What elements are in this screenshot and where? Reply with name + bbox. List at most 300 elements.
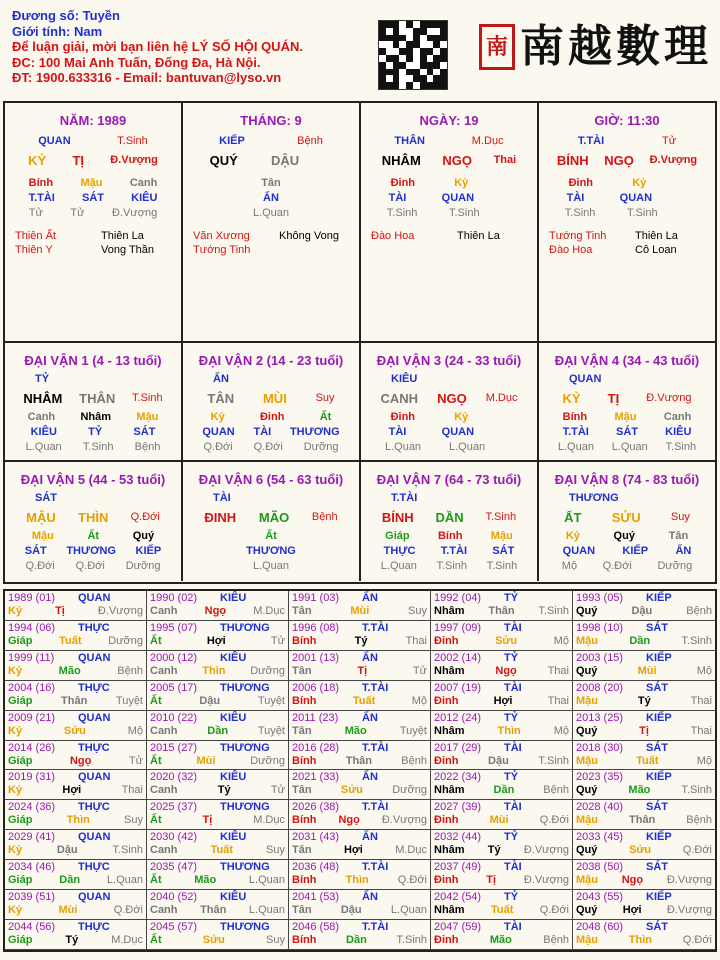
year-label: 2042 (54) bbox=[434, 891, 482, 904]
year-label: 1997 (09) bbox=[434, 621, 482, 634]
pillar-main-row bbox=[539, 153, 715, 168]
year-star: THỰC bbox=[78, 681, 110, 694]
year-label: 2004 (16) bbox=[8, 681, 56, 694]
dai-van-phase: Suy bbox=[315, 392, 335, 404]
year-cell[interactable] bbox=[147, 770, 289, 800]
pillar-can-star: T.TÀI bbox=[577, 135, 605, 147]
year-chi: Thìn bbox=[497, 724, 521, 737]
dai-van-hidden bbox=[5, 529, 181, 544]
chart-grid bbox=[3, 101, 717, 584]
year-cell[interactable] bbox=[573, 711, 715, 741]
year-cell[interactable] bbox=[5, 621, 147, 651]
year-phase: Tuyệt bbox=[115, 694, 143, 707]
year-star: T.TÀI bbox=[362, 681, 389, 694]
dai-van-phase: T.Sinh bbox=[485, 511, 517, 523]
year-cell[interactable] bbox=[147, 920, 289, 950]
year-cell[interactable] bbox=[147, 621, 289, 651]
year-phase: Tử bbox=[270, 784, 285, 797]
year-phase: Đ.Vượng bbox=[97, 605, 143, 617]
shen-row bbox=[361, 229, 537, 243]
pillar-shens bbox=[539, 229, 715, 257]
dai-van-star: THƯƠNG bbox=[569, 492, 619, 504]
year-chi: Thìn bbox=[345, 874, 369, 887]
year-cell[interactable] bbox=[5, 890, 147, 920]
year-cell[interactable] bbox=[289, 770, 431, 800]
hidden-star: QUAN bbox=[619, 192, 653, 204]
pillar-shens bbox=[5, 229, 181, 257]
hidden-phase: L.Quan bbox=[449, 441, 486, 453]
hidden-can: Đinh bbox=[390, 411, 416, 423]
year-star: SÁT bbox=[646, 741, 668, 754]
year-cell[interactable] bbox=[431, 920, 573, 950]
year-top bbox=[150, 652, 285, 665]
year-top bbox=[576, 801, 712, 814]
year-cell[interactable] bbox=[431, 741, 573, 771]
year-label: 1998 (10) bbox=[576, 621, 624, 634]
dai-van-hidden-phase bbox=[5, 440, 181, 455]
dai-van-hidden-phase bbox=[539, 559, 715, 574]
year-can: Tân bbox=[292, 724, 312, 737]
year-cell[interactable] bbox=[431, 681, 573, 711]
year-cell[interactable] bbox=[147, 741, 289, 771]
year-chi: Mùi bbox=[350, 605, 370, 617]
year-chi: Ngọ bbox=[69, 754, 92, 767]
hidden-star: T.TÀI bbox=[28, 192, 55, 204]
year-star: SÁT bbox=[646, 861, 668, 874]
year-chi: Dần bbox=[59, 874, 81, 887]
year-star: TỶ bbox=[504, 891, 519, 904]
dai-van-title: ĐẠI VẬN 3 (24 - 33 tuổi) bbox=[376, 353, 522, 368]
year-cell[interactable] bbox=[573, 591, 715, 621]
shen-left: Tướng Tinh bbox=[193, 244, 251, 256]
year-chi: Mão bbox=[489, 934, 512, 947]
year-cell[interactable] bbox=[147, 830, 289, 860]
year-bottom bbox=[292, 874, 427, 887]
year-cell[interactable] bbox=[431, 860, 573, 890]
dai-van-can: KỶ bbox=[562, 391, 581, 406]
dai-van-hidden-phase bbox=[183, 559, 359, 574]
year-top bbox=[8, 891, 143, 904]
year-phase: Tuyệt bbox=[257, 694, 285, 707]
year-cell[interactable] bbox=[431, 621, 573, 651]
dai-van-can: BÍNH bbox=[381, 510, 414, 525]
year-phase: Tử bbox=[412, 664, 427, 677]
year-chi: Tị bbox=[357, 664, 368, 677]
year-star: KIÊU bbox=[220, 891, 247, 904]
year-chi: Mùi bbox=[196, 754, 216, 767]
dai-van-star: TỶ bbox=[35, 373, 50, 385]
year-label: 1995 (07) bbox=[150, 621, 198, 634]
year-cell[interactable] bbox=[5, 770, 147, 800]
year-top bbox=[292, 652, 427, 665]
year-bottom bbox=[8, 874, 143, 887]
year-chi: Thân bbox=[629, 814, 656, 827]
pillar-can: KỶ bbox=[28, 153, 47, 168]
year-label: 2047 (59) bbox=[434, 921, 482, 934]
shen-left: Đào Hoa bbox=[371, 230, 415, 242]
hidden-can: Mậu bbox=[614, 411, 637, 423]
year-star: KIẾP bbox=[646, 651, 672, 664]
pillar-phase: Đ.Vượng bbox=[110, 154, 158, 166]
hidden-star: TÀI bbox=[388, 426, 407, 438]
brand-logo: 南越數理 bbox=[520, 21, 712, 72]
year-can: Mậu bbox=[576, 754, 598, 767]
year-chi: Hợi bbox=[62, 784, 82, 797]
hidden-phase: Dưỡng bbox=[657, 560, 693, 572]
year-cell[interactable] bbox=[289, 860, 431, 890]
year-can: Ất bbox=[150, 754, 162, 767]
year-bottom bbox=[576, 605, 712, 618]
year-top bbox=[150, 742, 285, 755]
year-phase: Q.Đới bbox=[539, 904, 569, 917]
hidden-phase: Dưỡng bbox=[125, 560, 161, 572]
year-cell[interactable] bbox=[289, 800, 431, 830]
hidden-can: Canh bbox=[27, 411, 56, 423]
year-cell[interactable] bbox=[289, 890, 431, 920]
hidden-star: T.TÀI bbox=[440, 545, 467, 557]
year-top bbox=[576, 622, 712, 635]
hidden-star: TỶ bbox=[88, 426, 103, 438]
hidden-star: ẤN bbox=[675, 545, 692, 557]
year-chi: Tý bbox=[487, 844, 501, 857]
year-label: 2046 (58) bbox=[292, 921, 340, 934]
year-phase: Đ.Vượng bbox=[666, 874, 712, 887]
year-cell[interactable] bbox=[573, 770, 715, 800]
year-star: QUAN bbox=[78, 651, 111, 664]
year-cell[interactable] bbox=[147, 800, 289, 830]
year-top bbox=[576, 712, 712, 725]
year-phase: Đ.Vượng bbox=[523, 874, 569, 887]
year-chi: Mão bbox=[194, 874, 217, 887]
year-label: 2026 (38) bbox=[292, 801, 340, 814]
year-cell[interactable] bbox=[5, 741, 147, 771]
year-star: THƯƠNG bbox=[220, 681, 270, 694]
year-star: ẤN bbox=[362, 771, 378, 784]
year-cell[interactable] bbox=[431, 830, 573, 860]
year-cell[interactable] bbox=[5, 830, 147, 860]
pillar-can-star: THÂN bbox=[394, 135, 425, 147]
year-cell[interactable] bbox=[431, 651, 573, 681]
year-cell[interactable] bbox=[573, 681, 715, 711]
year-bottom bbox=[434, 874, 569, 887]
year-cell[interactable] bbox=[289, 621, 431, 651]
year-top bbox=[292, 861, 427, 874]
year-star: THỰC bbox=[78, 921, 110, 934]
year-label: 2029 (41) bbox=[8, 831, 56, 844]
year-phase: M.Dục bbox=[395, 844, 427, 857]
year-can: Quý bbox=[576, 904, 598, 917]
year-cell[interactable] bbox=[5, 800, 147, 830]
hidden-can: Kỷ bbox=[565, 530, 580, 542]
year-cell[interactable] bbox=[289, 591, 431, 621]
year-cell[interactable] bbox=[431, 890, 573, 920]
year-phase: L.Quan bbox=[106, 874, 143, 887]
year-label: 1999 (11) bbox=[8, 651, 55, 664]
year-cell[interactable] bbox=[289, 830, 431, 860]
hidden-star: SÁT bbox=[81, 192, 104, 204]
year-label: 2048 (60) bbox=[576, 921, 624, 934]
year-bottom bbox=[434, 814, 569, 827]
year-can: Canh bbox=[150, 724, 178, 737]
hidden-phase: T.Sinh bbox=[564, 207, 596, 219]
year-star: TÀI bbox=[504, 741, 522, 754]
year-cell[interactable] bbox=[5, 860, 147, 890]
year-chi: Thìn bbox=[202, 664, 226, 677]
year-cell[interactable] bbox=[147, 890, 289, 920]
hidden-phase: L.Quan bbox=[252, 560, 290, 572]
year-top bbox=[292, 891, 427, 904]
year-cell[interactable] bbox=[289, 920, 431, 950]
year-can: Đinh bbox=[434, 934, 459, 947]
qr-code-icon[interactable] bbox=[378, 20, 448, 90]
year-can: Mậu bbox=[576, 814, 598, 827]
pillar-top-row bbox=[5, 134, 181, 149]
year-chi: Ngọ bbox=[204, 605, 227, 617]
pillar-3 bbox=[539, 103, 715, 341]
year-bottom bbox=[292, 695, 427, 708]
year-chi: Tị bbox=[486, 874, 497, 887]
dai-van-hidden-stars bbox=[539, 425, 715, 440]
year-cell[interactable] bbox=[289, 741, 431, 771]
year-phase: M.Dục bbox=[253, 605, 285, 617]
year-can: Tân bbox=[292, 784, 312, 797]
hidden-phase: T.Sinh bbox=[626, 207, 658, 219]
year-star: THỰC bbox=[78, 801, 110, 814]
year-bottom bbox=[576, 635, 712, 648]
year-cell[interactable] bbox=[573, 830, 715, 860]
hidden-star: TÀI bbox=[388, 192, 407, 204]
dai-van-main-row bbox=[361, 391, 537, 406]
year-top bbox=[292, 742, 427, 755]
seal-stamp: 南 bbox=[479, 24, 515, 70]
year-label: 1994 (06) bbox=[8, 621, 56, 634]
year-bottom bbox=[150, 784, 285, 797]
year-star: THƯƠNG bbox=[220, 801, 270, 814]
year-phase: Q.Đới bbox=[682, 934, 712, 947]
dai-van-star-row bbox=[5, 372, 181, 387]
hidden-star: KIÊU bbox=[131, 192, 158, 204]
dai-van-chi: DẦN bbox=[435, 510, 464, 525]
year-cell[interactable] bbox=[573, 800, 715, 830]
year-bottom bbox=[150, 844, 285, 857]
year-cell[interactable] bbox=[5, 591, 147, 621]
year-cell[interactable] bbox=[5, 920, 147, 950]
year-chi: Tý bbox=[217, 784, 231, 797]
year-phase: Mộ bbox=[696, 754, 712, 767]
pillar-top-phase: Tử bbox=[662, 135, 677, 147]
year-star: THỰC bbox=[78, 741, 110, 754]
year-can: Bính bbox=[292, 694, 317, 707]
year-phase: Dưỡng bbox=[250, 754, 285, 767]
year-can: Kỷ bbox=[8, 784, 23, 797]
dai-van-row-2 bbox=[5, 462, 715, 581]
dai-van-star-row bbox=[539, 491, 715, 506]
year-top bbox=[434, 801, 569, 814]
dai-van-hidden-stars bbox=[183, 544, 359, 559]
year-cell[interactable] bbox=[431, 800, 573, 830]
hidden-star: KIÊU bbox=[665, 426, 692, 438]
phone-line: ĐT: 1900.633316 - Email: bantuvan@lyso.vn bbox=[12, 70, 282, 85]
year-chi: Mão bbox=[628, 784, 651, 797]
year-cell[interactable] bbox=[573, 860, 715, 890]
year-bottom bbox=[150, 635, 285, 648]
hidden-star: QUAN bbox=[562, 545, 596, 557]
dai-van-chi: THÂN bbox=[79, 391, 116, 406]
year-bottom bbox=[576, 695, 712, 708]
year-bottom bbox=[8, 934, 143, 947]
year-cell[interactable] bbox=[573, 621, 715, 651]
dai-van-phase: Bệnh bbox=[311, 511, 338, 523]
dai-van-main-row bbox=[539, 510, 715, 525]
year-phase: T.Sinh bbox=[538, 754, 569, 767]
year-top bbox=[8, 861, 143, 874]
dai-van-main-row bbox=[5, 391, 181, 406]
year-star: QUAN bbox=[78, 771, 111, 784]
hidden-can: Ất bbox=[319, 411, 332, 423]
dai-van-chi: NGỌ bbox=[437, 391, 467, 406]
year-star: T.TÀI bbox=[362, 741, 389, 754]
year-cell[interactable] bbox=[289, 681, 431, 711]
pillar-chi: NGỌ bbox=[604, 153, 634, 168]
hidden-can: Ất bbox=[87, 530, 100, 542]
year-star: TỶ bbox=[504, 651, 519, 664]
year-star: THƯƠNG bbox=[220, 621, 270, 634]
year-bottom bbox=[434, 904, 569, 917]
year-cell[interactable] bbox=[573, 651, 715, 681]
year-cell[interactable] bbox=[431, 770, 573, 800]
year-star: THỰC bbox=[78, 861, 110, 874]
year-can: Kỷ bbox=[8, 904, 23, 917]
hidden-phase: Tử bbox=[70, 207, 85, 219]
year-cell[interactable] bbox=[147, 860, 289, 890]
year-cell[interactable] bbox=[5, 711, 147, 741]
year-star: ẤN bbox=[362, 891, 378, 904]
hidden-phase: Bệnh bbox=[134, 441, 161, 453]
hidden-star: SÁT bbox=[133, 426, 156, 438]
year-label: 2011 (23) bbox=[292, 711, 339, 724]
year-cell[interactable] bbox=[147, 651, 289, 681]
year-cell[interactable] bbox=[147, 711, 289, 741]
year-chi: Dậu bbox=[199, 694, 221, 707]
year-cell[interactable] bbox=[573, 890, 715, 920]
hidden-star: THƯƠNG bbox=[66, 545, 116, 557]
year-chi: Sửu bbox=[495, 634, 518, 647]
year-cell[interactable] bbox=[289, 651, 431, 681]
year-can: Bính bbox=[292, 754, 317, 767]
year-label: 1989 (01) bbox=[8, 592, 56, 604]
header-info bbox=[12, 8, 303, 86]
year-star: KIẾP bbox=[646, 891, 672, 904]
year-can: Ất bbox=[150, 814, 162, 827]
hidden-can: Kỷ bbox=[454, 177, 469, 189]
dai-van-main-row bbox=[183, 510, 359, 525]
year-chi: Tý bbox=[637, 694, 651, 707]
year-top bbox=[8, 712, 143, 725]
dai-van-6 bbox=[183, 462, 361, 581]
year-top bbox=[576, 891, 712, 904]
hidden-star: KIẾP bbox=[135, 545, 162, 557]
dai-van-hidden-phase bbox=[183, 440, 359, 455]
year-phase: Q.Đới bbox=[397, 874, 427, 887]
year-top bbox=[292, 831, 427, 844]
hidden-star: KIẾP bbox=[622, 545, 649, 557]
year-top bbox=[8, 682, 143, 695]
shen-right: Không Vong bbox=[279, 230, 339, 242]
year-top bbox=[576, 592, 712, 605]
year-label: 2009 (21) bbox=[8, 711, 56, 724]
year-cell[interactable] bbox=[573, 920, 715, 950]
year-bottom bbox=[576, 844, 712, 857]
year-star: TÀI bbox=[504, 681, 522, 694]
dai-van-chi: MÃO bbox=[258, 510, 290, 525]
year-chi: Dậu bbox=[340, 904, 362, 917]
dai-van-hidden bbox=[539, 529, 715, 544]
pillar-2 bbox=[361, 103, 539, 341]
year-cell[interactable] bbox=[431, 591, 573, 621]
pillar-can-star: QUAN bbox=[38, 135, 71, 147]
year-label: 2007 (19) bbox=[434, 681, 482, 694]
year-top bbox=[576, 831, 712, 844]
year-top bbox=[434, 712, 569, 725]
year-phase: Thai bbox=[121, 784, 143, 797]
year-top bbox=[150, 622, 285, 635]
year-cell[interactable] bbox=[289, 711, 431, 741]
dai-van-hidden bbox=[361, 410, 537, 425]
year-bottom bbox=[434, 784, 569, 797]
year-chi: Hợi bbox=[206, 634, 226, 647]
hidden-can: Mậu bbox=[490, 530, 513, 542]
year-bottom bbox=[292, 665, 427, 678]
year-cell[interactable] bbox=[147, 591, 289, 621]
year-can: Đinh bbox=[434, 874, 459, 887]
dai-van-hidden-stars bbox=[361, 544, 537, 559]
year-top bbox=[576, 921, 712, 934]
year-bottom bbox=[434, 725, 569, 738]
hidden-star: SÁT bbox=[615, 426, 638, 438]
dai-van-star-row bbox=[183, 491, 359, 506]
year-cell[interactable] bbox=[147, 681, 289, 711]
year-cell[interactable] bbox=[5, 681, 147, 711]
hidden-can: Canh bbox=[129, 177, 158, 189]
dai-van-hidden bbox=[5, 410, 181, 425]
dai-van-hidden-phase bbox=[5, 559, 181, 574]
year-cell[interactable] bbox=[5, 651, 147, 681]
year-phase: Tuyệt bbox=[399, 724, 427, 737]
year-cell[interactable] bbox=[573, 741, 715, 771]
dai-van-can: ĐINH bbox=[204, 510, 237, 525]
hidden-phase: T.Sinh bbox=[436, 560, 468, 572]
year-phase: Thai bbox=[690, 694, 712, 707]
year-can: Nhâm bbox=[434, 724, 465, 737]
dai-van-phase: M.Dục bbox=[485, 392, 518, 404]
hidden-phase: T.Sinh bbox=[665, 441, 697, 453]
dai-van-8 bbox=[539, 462, 715, 581]
year-star: THƯƠNG bbox=[220, 921, 270, 934]
year-top bbox=[576, 682, 712, 695]
year-label: 2015 (27) bbox=[150, 741, 198, 754]
pillar-main-row bbox=[361, 153, 537, 168]
shen-row bbox=[5, 229, 181, 243]
year-can: Kỷ bbox=[8, 844, 23, 857]
year-phase: L.Quan bbox=[248, 874, 285, 887]
pillar-hidden bbox=[539, 176, 715, 191]
year-top bbox=[434, 891, 569, 904]
year-top bbox=[576, 861, 712, 874]
year-top bbox=[434, 831, 569, 844]
pillar-top-row bbox=[539, 134, 715, 149]
year-star: QUAN bbox=[78, 711, 111, 724]
year-cell[interactable] bbox=[431, 711, 573, 741]
